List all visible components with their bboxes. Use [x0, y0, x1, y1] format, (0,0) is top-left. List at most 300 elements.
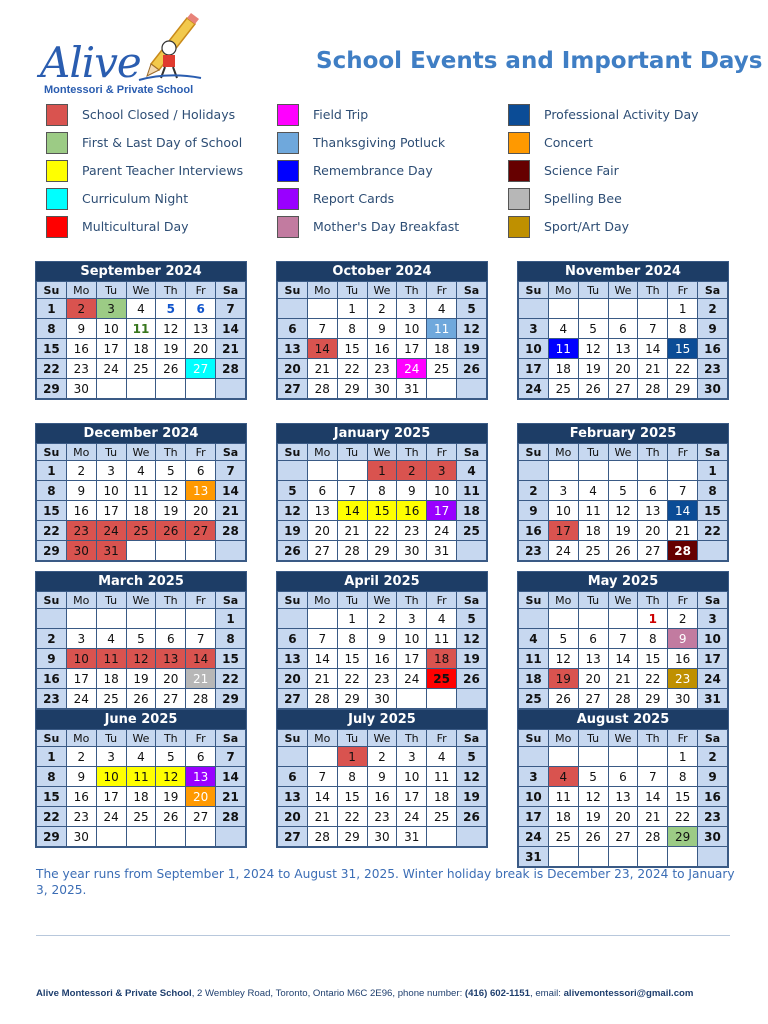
footer-school: Alive Montessori & Private School: [36, 988, 192, 999]
month-title: February 2025: [518, 424, 728, 443]
day-cell: [457, 379, 487, 399]
day-cell: 26: [548, 689, 578, 709]
day-cell: 27: [278, 689, 308, 709]
day-cell: [337, 461, 367, 481]
day-cell: [37, 609, 67, 629]
day-cell: 25: [427, 359, 457, 379]
month-title: July 2025: [277, 710, 487, 729]
day-cell: 7: [307, 629, 337, 649]
day-cell: 2: [367, 747, 397, 767]
month-calendar: [35, 709, 247, 848]
week-row: [278, 629, 487, 649]
weekday-header: Sa: [457, 444, 487, 461]
day-cell: [638, 461, 668, 481]
day-cell: 27: [278, 379, 308, 399]
day-cell: 12: [457, 629, 487, 649]
week-row: [519, 379, 728, 399]
legend-label: Sport/Art Day: [544, 219, 630, 234]
day-cell: 22: [367, 521, 397, 541]
week-row: [519, 299, 728, 319]
day-cell: 16: [397, 501, 427, 521]
legend-swatch: [508, 160, 530, 182]
day-cell: 15: [638, 649, 668, 669]
weekday-header: Th: [397, 592, 427, 609]
month-title: December 2024: [36, 424, 246, 443]
day-cell: 6: [278, 319, 308, 339]
day-cell: 7: [216, 299, 246, 319]
day-cell: 28: [307, 827, 337, 847]
day-cell: 17: [397, 649, 427, 669]
month-calendar: [276, 423, 488, 562]
day-cell: [578, 847, 608, 867]
month-title: January 2025: [277, 424, 487, 443]
day-cell: 12: [156, 481, 186, 501]
week-row: [278, 807, 487, 827]
day-cell: 3: [96, 461, 126, 481]
day-cell: 14: [186, 649, 216, 669]
day-cell: 29: [367, 541, 397, 561]
weekday-header: Mo: [307, 282, 337, 299]
legend: [46, 104, 746, 244]
day-cell: 19: [578, 359, 608, 379]
month-table: [518, 591, 728, 709]
day-cell: 19: [156, 501, 186, 521]
day-cell: 1: [668, 299, 698, 319]
day-cell: 24: [519, 827, 549, 847]
legend-swatch: [46, 132, 68, 154]
day-cell: 21: [216, 787, 246, 807]
week-row: [37, 629, 246, 649]
day-cell: 9: [37, 649, 67, 669]
weekday-header: Th: [638, 444, 668, 461]
day-cell: 29: [37, 379, 67, 399]
day-cell: 31: [397, 379, 427, 399]
day-cell: 23: [367, 807, 397, 827]
day-cell: 10: [96, 319, 126, 339]
day-cell: 3: [66, 629, 96, 649]
day-cell: 5: [278, 481, 308, 501]
day-cell: 4: [578, 481, 608, 501]
day-cell: 12: [457, 319, 487, 339]
day-cell: 5: [548, 629, 578, 649]
day-cell: 17: [519, 359, 549, 379]
weekday-header: Tu: [578, 730, 608, 747]
footer-phone: (416) 602-1151: [464, 988, 530, 999]
day-cell: [668, 847, 698, 867]
day-cell: 14: [216, 481, 246, 501]
day-cell: 2: [668, 609, 698, 629]
day-cell: 13: [156, 649, 186, 669]
month-table: [277, 281, 487, 399]
day-cell: [126, 827, 156, 847]
month-title: May 2025: [518, 572, 728, 591]
day-cell: [519, 747, 549, 767]
day-cell: 23: [698, 807, 728, 827]
legend-label: Science Fair: [544, 163, 619, 178]
weekday-header: Sa: [698, 282, 728, 299]
day-cell: 21: [608, 669, 638, 689]
day-cell: 27: [638, 541, 668, 561]
day-cell: 22: [337, 807, 367, 827]
day-cell: 5: [457, 747, 487, 767]
day-cell: 8: [367, 481, 397, 501]
day-cell: 26: [578, 379, 608, 399]
day-cell: [307, 747, 337, 767]
logo-subtitle: Montessori & Private School: [44, 84, 194, 96]
day-cell: 26: [578, 827, 608, 847]
day-cell: 27: [278, 827, 308, 847]
day-cell: 21: [638, 359, 668, 379]
day-cell: 24: [397, 669, 427, 689]
month-calendar: [517, 423, 729, 562]
day-cell: 20: [608, 359, 638, 379]
day-cell: 8: [698, 481, 728, 501]
day-cell: 28: [337, 541, 367, 561]
day-cell: 21: [216, 501, 246, 521]
week-row: [37, 379, 246, 399]
week-row: [37, 747, 246, 767]
legend-swatch: [508, 216, 530, 238]
day-cell: [519, 609, 549, 629]
weekday-header: Fr: [186, 444, 216, 461]
week-row: [519, 461, 728, 481]
day-cell: 29: [668, 827, 698, 847]
day-cell: 29: [337, 827, 367, 847]
day-cell: 9: [519, 501, 549, 521]
day-cell: 26: [608, 541, 638, 561]
day-cell: 4: [427, 747, 457, 767]
day-cell: 19: [156, 787, 186, 807]
legend-swatch: [277, 216, 299, 238]
day-cell: 8: [638, 629, 668, 649]
day-cell: [216, 379, 246, 399]
day-cell: 18: [457, 501, 487, 521]
day-cell: 11: [548, 787, 578, 807]
month-calendar: [517, 571, 729, 710]
day-cell: 24: [96, 359, 126, 379]
day-cell: 3: [397, 299, 427, 319]
day-cell: 6: [608, 319, 638, 339]
day-cell: 2: [367, 609, 397, 629]
day-cell: 24: [548, 541, 578, 561]
day-cell: 23: [367, 669, 397, 689]
week-row: [278, 541, 487, 561]
day-cell: 2: [367, 299, 397, 319]
month-title: November 2024: [518, 262, 728, 281]
weekday-header: Su: [519, 282, 549, 299]
day-cell: 14: [608, 649, 638, 669]
day-cell: 10: [397, 629, 427, 649]
day-cell: [66, 609, 96, 629]
footer-email: alivemontessori@gmail.com: [563, 988, 694, 999]
day-cell: 16: [698, 339, 728, 359]
footer-address: , 2 Wembley Road, Toronto, Ontario M6C 2E96, phone number:: [191, 988, 465, 999]
day-cell: [638, 847, 668, 867]
day-cell: 23: [367, 359, 397, 379]
day-cell: 31: [698, 689, 728, 709]
day-cell: 16: [66, 501, 96, 521]
week-row: [37, 787, 246, 807]
day-cell: 11: [126, 481, 156, 501]
day-cell: [96, 827, 126, 847]
legend-label: Remembrance Day: [313, 163, 433, 178]
day-cell: [216, 541, 246, 561]
day-cell: [578, 299, 608, 319]
day-cell: 16: [367, 339, 397, 359]
legend-label: Concert: [544, 135, 593, 150]
day-cell: 7: [307, 319, 337, 339]
month-title: April 2025: [277, 572, 487, 591]
day-cell: [608, 461, 638, 481]
weekday-header: We: [367, 444, 397, 461]
day-cell: 2: [66, 461, 96, 481]
legend-swatch: [46, 160, 68, 182]
day-cell: 19: [457, 787, 487, 807]
day-cell: 20: [638, 521, 668, 541]
day-cell: 19: [608, 521, 638, 541]
day-cell: [608, 747, 638, 767]
day-cell: 25: [578, 541, 608, 561]
week-row: [278, 521, 487, 541]
day-cell: 12: [578, 787, 608, 807]
day-cell: 20: [278, 807, 308, 827]
weekday-header: We: [608, 730, 638, 747]
weekday-header: Sa: [216, 282, 246, 299]
day-cell: 24: [397, 807, 427, 827]
weekday-header: Mo: [66, 592, 96, 609]
day-cell: 18: [519, 669, 549, 689]
day-cell: 27: [578, 689, 608, 709]
day-cell: 17: [397, 339, 427, 359]
day-cell: [427, 827, 457, 847]
day-cell: 24: [96, 521, 126, 541]
day-cell: 27: [186, 521, 216, 541]
day-cell: [156, 609, 186, 629]
day-cell: 12: [126, 649, 156, 669]
day-cell: 16: [698, 787, 728, 807]
weekday-header: Fr: [186, 282, 216, 299]
day-cell: 21: [186, 669, 216, 689]
weekday-header: We: [126, 730, 156, 747]
day-cell: 5: [156, 299, 186, 319]
footer-email-label: , email:: [529, 988, 564, 999]
month-table: [518, 729, 728, 867]
day-cell: 13: [278, 339, 308, 359]
day-cell: 23: [668, 669, 698, 689]
day-cell: 13: [278, 649, 308, 669]
year-footnote: The year runs from September 1, 2024 to August 31, 2025. Winter holiday break is December 23, 2024 to January 3, 2025.: [36, 867, 735, 897]
day-cell: 5: [578, 319, 608, 339]
day-cell: 2: [66, 747, 96, 767]
day-cell: [578, 609, 608, 629]
month-calendar: [276, 261, 488, 400]
day-cell: 29: [37, 827, 67, 847]
legend-label: School Closed / Holidays: [82, 107, 236, 122]
week-row: [278, 461, 487, 481]
day-cell: 17: [427, 501, 457, 521]
week-row: [519, 787, 728, 807]
day-cell: 25: [548, 827, 578, 847]
day-cell: [156, 541, 186, 561]
weekday-header: Mo: [548, 730, 578, 747]
day-cell: 17: [397, 787, 427, 807]
weekday-header: Th: [397, 444, 427, 461]
day-cell: 14: [307, 339, 337, 359]
week-row: [519, 359, 728, 379]
day-cell: 3: [397, 747, 427, 767]
weekday-header: We: [367, 282, 397, 299]
week-row: [519, 609, 728, 629]
legend-label: Thanksgiving Potluck: [313, 135, 446, 150]
day-cell: [186, 379, 216, 399]
day-cell: 23: [698, 359, 728, 379]
day-cell: 15: [337, 787, 367, 807]
day-cell: 7: [638, 319, 668, 339]
day-cell: 30: [367, 827, 397, 847]
day-cell: 22: [337, 669, 367, 689]
week-row: [37, 359, 246, 379]
day-cell: 25: [457, 521, 487, 541]
day-cell: 14: [638, 787, 668, 807]
weekday-header: We: [126, 592, 156, 609]
day-cell: [427, 689, 457, 709]
weekday-header: Sa: [698, 730, 728, 747]
day-cell: [307, 461, 337, 481]
weekday-header: Tu: [578, 444, 608, 461]
day-cell: 28: [638, 827, 668, 847]
weekday-header: Tu: [578, 592, 608, 609]
week-row: [519, 767, 728, 787]
day-cell: 3: [427, 461, 457, 481]
month-title: September 2024: [36, 262, 246, 281]
day-cell: 26: [457, 807, 487, 827]
day-cell: 20: [578, 669, 608, 689]
legend-swatch: [508, 132, 530, 154]
day-cell: 5: [126, 629, 156, 649]
month-title: June 2025: [36, 710, 246, 729]
week-row: [519, 689, 728, 709]
legend-label: Professional Activity Day: [544, 107, 699, 122]
day-cell: 25: [96, 689, 126, 709]
weekday-header: Su: [278, 592, 308, 609]
day-cell: 7: [608, 629, 638, 649]
day-cell: 8: [668, 319, 698, 339]
day-cell: 8: [337, 319, 367, 339]
day-cell: 12: [156, 319, 186, 339]
week-row: [278, 669, 487, 689]
day-cell: [126, 379, 156, 399]
weekday-header: Sa: [457, 592, 487, 609]
weekday-header: Sa: [457, 282, 487, 299]
day-cell: 8: [37, 767, 67, 787]
day-cell: 25: [548, 379, 578, 399]
day-cell: 7: [186, 629, 216, 649]
day-cell: [519, 299, 549, 319]
day-cell: 13: [578, 649, 608, 669]
day-cell: 29: [216, 689, 246, 709]
week-row: [519, 481, 728, 501]
day-cell: 7: [668, 481, 698, 501]
day-cell: 22: [37, 359, 67, 379]
divider: [36, 935, 730, 936]
day-cell: [548, 299, 578, 319]
day-cell: 2: [698, 747, 728, 767]
legend-swatch: [508, 104, 530, 126]
day-cell: 30: [698, 827, 728, 847]
week-row: [519, 319, 728, 339]
week-row: [519, 669, 728, 689]
day-cell: 3: [397, 609, 427, 629]
day-cell: 6: [638, 481, 668, 501]
day-cell: 13: [186, 481, 216, 501]
month-table: [518, 443, 728, 561]
day-cell: 1: [638, 609, 668, 629]
month-calendar: [35, 261, 247, 400]
day-cell: 26: [457, 359, 487, 379]
day-cell: 11: [126, 767, 156, 787]
day-cell: 14: [216, 319, 246, 339]
day-cell: 17: [96, 501, 126, 521]
weekday-header: Tu: [96, 730, 126, 747]
day-cell: [156, 379, 186, 399]
day-cell: 4: [548, 319, 578, 339]
legend-swatch: [46, 188, 68, 210]
day-cell: [307, 299, 337, 319]
day-cell: 9: [397, 481, 427, 501]
legend-swatch: [46, 216, 68, 238]
day-cell: 29: [668, 379, 698, 399]
week-row: [278, 359, 487, 379]
day-cell: [668, 461, 698, 481]
weekday-header: Mo: [307, 730, 337, 747]
week-row: [37, 827, 246, 847]
weekday-header: We: [126, 444, 156, 461]
day-cell: [578, 461, 608, 481]
day-cell: 15: [216, 649, 246, 669]
legend-label: Multicultural Day: [82, 219, 189, 234]
day-cell: 29: [337, 689, 367, 709]
day-cell: 23: [66, 807, 96, 827]
day-cell: [186, 827, 216, 847]
day-cell: 3: [519, 767, 549, 787]
day-cell: 28: [307, 379, 337, 399]
day-cell: 13: [307, 501, 337, 521]
weekday-header: Mo: [548, 592, 578, 609]
day-cell: 1: [367, 461, 397, 481]
day-cell: 9: [367, 767, 397, 787]
day-cell: 21: [307, 669, 337, 689]
day-cell: 1: [337, 747, 367, 767]
day-cell: 30: [367, 379, 397, 399]
day-cell: 16: [37, 669, 67, 689]
week-row: [519, 501, 728, 521]
day-cell: [126, 541, 156, 561]
week-row: [278, 501, 487, 521]
day-cell: 4: [548, 767, 578, 787]
day-cell: [608, 299, 638, 319]
page-title: School Events and Important Days: [316, 48, 763, 74]
weekday-header: Sa: [698, 592, 728, 609]
week-row: [37, 541, 246, 561]
legend-swatch: [277, 104, 299, 126]
day-cell: 27: [156, 689, 186, 709]
day-cell: 14: [668, 501, 698, 521]
day-cell: 15: [668, 339, 698, 359]
day-cell: 20: [307, 521, 337, 541]
day-cell: 15: [698, 501, 728, 521]
day-cell: 30: [698, 379, 728, 399]
day-cell: [278, 461, 308, 481]
